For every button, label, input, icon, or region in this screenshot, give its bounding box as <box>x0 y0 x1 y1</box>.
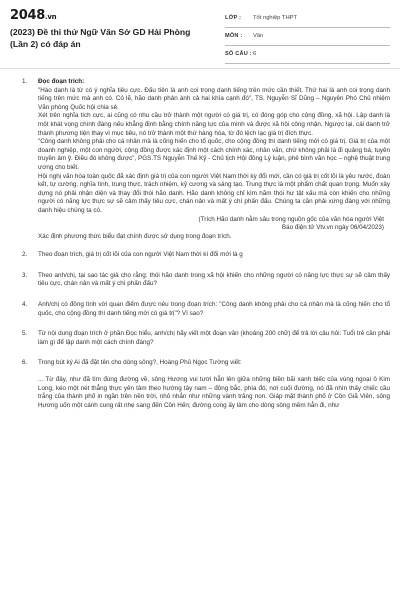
site-logo[interactable] <box>10 8 56 23</box>
question-2 <box>0 251 400 260</box>
question-text: Anh/chị có đồng tình với quan điểm được nêu trong đoạn trích: "Công danh không phải cho cá nhân mà là cống hiến cho tổ quốc, cho cộng đồng thì danh tiếng mới có giá trị"? Vì sao? <box>38 301 390 317</box>
question-3 <box>0 272 400 289</box>
literary-excerpt: ... Từ đây, như đã tìm đúng đường về, sông Hương vui tươi hẳn lên giữa những biền bãi xanh biếc của vùng ngoại ô Kim Long, kéo một nét thẳng thực yên tâm theo hướng tây nam – đông bắc, phía đó, nơi cuối đường, nó đã nhìn thấy chiếc cầu trắng của thành phố in ngần trên nền trời, nhỏ nhắn như những vành trăng non. Giáp mặt thành phố ở Cồn Giã Viên, sông Hương uốn một cánh cung rất nhẹ sang đến Cồn Hến; đường cong ấy làm cho dòng sông mềm hẳn đi, như <box>38 376 390 409</box>
passage-paragraph: Xét trên nghĩa tích cực, ai cũng có nhu cầu trở thành một người có giá trị, có đóng góp cho cộng đồng, xã hội. Lập danh là một khát vọng chính đáng nếu khẳng định bằng chính năng lực của mình và được xã hội công nhận. Ngược lại, cái danh trở thành phương tiện thay vì mục tiêu, nó trở thành một thứ hàng hóa, từ đó lệch lạc giá trị đích thực. <box>38 112 390 137</box>
meta-row-class <box>225 12 390 28</box>
meta-row-subject <box>225 30 390 46</box>
question-text: Trong bút ký Ai đã đặt tên cho dòng sông?, Hoàng Phủ Ngọc Tường viết: <box>38 359 242 367</box>
meta-label: MÔN : <box>225 33 243 39</box>
question-number: 2. <box>22 251 28 259</box>
header <box>0 0 400 66</box>
meta-value: 6 <box>253 51 257 57</box>
question-number: 1. <box>22 78 28 85</box>
question-title: Đọc đoạn trích: <box>38 78 85 85</box>
passage-source-date: Báo điện tử Vtv.vn ngày 06/04/2023) <box>281 224 384 232</box>
passage-paragraph: "Công danh không phải cho cá nhân mà là cống hiến cho tổ quốc, cho cộng đồng thì danh tiếng mới có giá trị. Giá trị của một doanh nghiệp, một con người, cộng đồng được xác định một cách chính xác, nhân văn, chứ không phải là đi quảng bá, tuyên truyền ảm ỹ. Điều đó không được", PGS.TS Nguyễn Thế Kỷ - Chủ tịch Hội đồng Lý luận, phê bình văn học – nghệ thuật trung ương cho biết. <box>38 138 390 171</box>
question-6 <box>0 359 400 410</box>
question-number: 3. <box>22 271 28 279</box>
meta-value: Văn <box>253 33 264 39</box>
meta-value: Tốt nghiệp THPT <box>253 15 298 21</box>
meta-label: SỐ CÂU : <box>225 51 252 57</box>
question-body <box>38 78 390 241</box>
question-1 <box>0 78 400 241</box>
question-task: Xác định phương thức biểu đạt chính được sử dụng trong đoạn trích. <box>38 232 232 240</box>
question-text: Từ nội dung đoạn trích ở phần Đọc hiểu, anh/chị hãy viết một đoạn văn (khoảng 200 chữ) để trả lời câu hỏi: Tuổi trẻ cần phải làm gì để lập danh một cách chính đáng? <box>38 330 390 346</box>
header-divider <box>0 68 400 69</box>
exam-meta <box>225 12 390 66</box>
question-list <box>0 78 400 410</box>
question-body <box>38 359 390 410</box>
passage-source: (Trích Hão danh nằm sâu trong nguồn gốc của văn hóa người Việt <box>198 215 384 223</box>
meta-row-question-count <box>225 48 390 64</box>
question-number: 6. <box>22 359 28 367</box>
passage-paragraph: Hội nghị văn hóa toàn quốc đã xác định giá trị của con người Việt Nam thời kỳ đổi mới, cần có giá trị cốt lõi là yêu nước, đoàn kết, tự cường, nghĩa tình, trung thực, trách nhiệm, kỷ cương và sáng tạo. Trung thực là một phẩm chất quan trọng. Muốn xây dựng nó phải nhận diện và thay đổi thói hão danh. Hão danh không chỉ kìm hãm thói hư tật xấu mà còn khiến cho những người có năng lực thực sự sẽ cảm thấy tiêu cực, chán nản và mất ý chí phấn đấu. Chúng ta cần phải xứng đáng với những danh hiệu chúng ta có. <box>38 172 390 214</box>
question-4 <box>0 301 400 318</box>
logo-suffix: .vn <box>44 13 57 21</box>
passage-paragraph: "Hào danh là từ có ý nghĩa tiêu cực. Đấu tiên là anh coi trọng danh tiếng trên mức cần thiết. Thứ hai là anh coi trọng danh tiếng trên mức mà anh có. Có lẽ, hão danh phản ánh cả hai khía cạnh đó", TS. Nguyễn Sĩ Dũng – Nguyên Phó Chủ nhiệm Văn phòng Quốc hội chia sẻ. <box>38 86 390 111</box>
question-text: Theo đoạn trích, giá trị cốt lõi của con người Việt Nam thời kì đổi mới là g <box>38 251 243 259</box>
question-text: Theo anh/chị, tại sao tác giả cho rằng: thói hão danh trong xã hội khiến cho những người có năng lực thực sự sẽ cảm thấy tiêu cực, chán nản và mất ý chí phấn đấu? <box>38 271 390 288</box>
question-number: 4. <box>22 301 28 309</box>
page-title: (2023) Đề thi thử Ngữ Văn Sở GD Hải Phòng (Lần 2) có đáp án <box>10 27 191 49</box>
question-5 <box>0 330 400 347</box>
question-number: 5. <box>22 330 28 338</box>
meta-label: LỚP : <box>225 15 242 21</box>
logo-main: 2048 <box>10 8 45 23</box>
